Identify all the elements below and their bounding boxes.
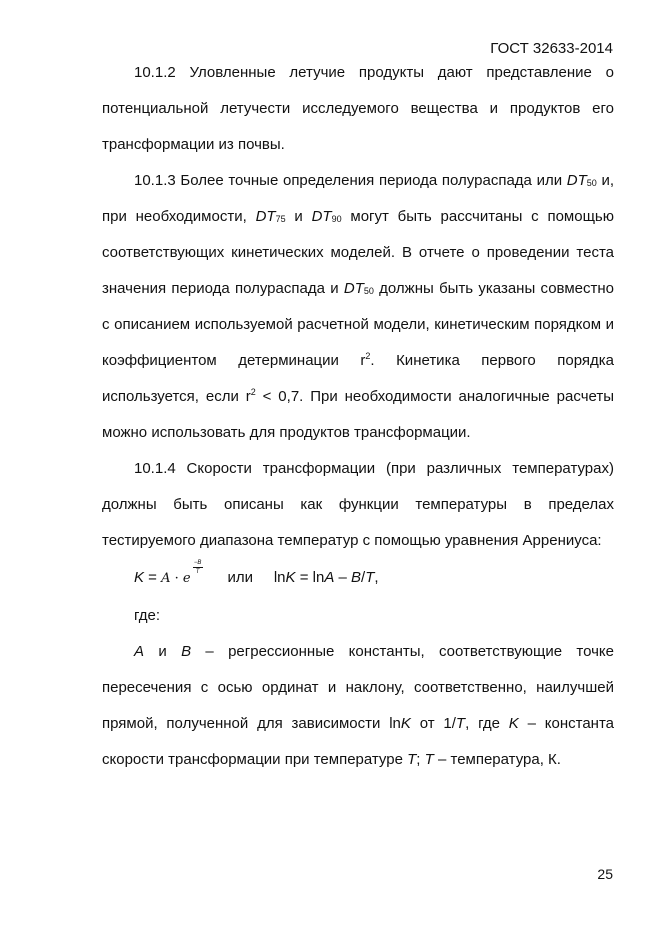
where-label: где: — [134, 607, 161, 624]
document-body — [102, 55, 614, 778]
document-code: ГОСТ 32633-2014 — [490, 40, 613, 57]
paragraph-10-1-2: 10.1.2 Уловленные летучие продукты дают представление о потенциальной летучести исследуемого вещества и продуктов его трансформации из почвы. — [102, 64, 614, 153]
exponent: −B T — [193, 560, 202, 575]
paragraph-constants: A и B – регрессионные константы, соответствующие точке пересечения с осью ординат и наклону, соответственно, наилучшей прямой, полученной для зависимости lnK от 1/T, где K – константа скорости трансформации при температуре T; T – температура, К. — [102, 643, 615, 768]
paragraph-10-1-4: 10.1.4 Скорости трансформации (при различных температурах) должны быть описаны как функции температуры в пределах тестируемого диапазона температур с помощью уравнения Аррениуса: — [102, 460, 614, 549]
arrhenius-formula: K = A · e −B T или lnK = lnA – B/T, — [134, 560, 379, 586]
page-number: 25 — [597, 866, 613, 882]
paragraph-10-1-3: 10.1.3 Более точные определения периода полураспада или $DT_{50}$ и, при необходимости, $DT_{75}$ и $DT_{90}$ могут быть рассчитаны с помощью соответствующих кинетических моделей. В отчете о проведении теста значения периода полураспада и $DT_{50}$ должны быть указаны совместно с описанием используемой расчетной модели, кинетическим порядком и коэффициентом детерминации $r^2$. Кинетика первого порядка используется, если $r^2 < 0,7$. При необходимости аналогичные расчеты можно использовать для продуктов трансформации. — [102, 172, 615, 441]
